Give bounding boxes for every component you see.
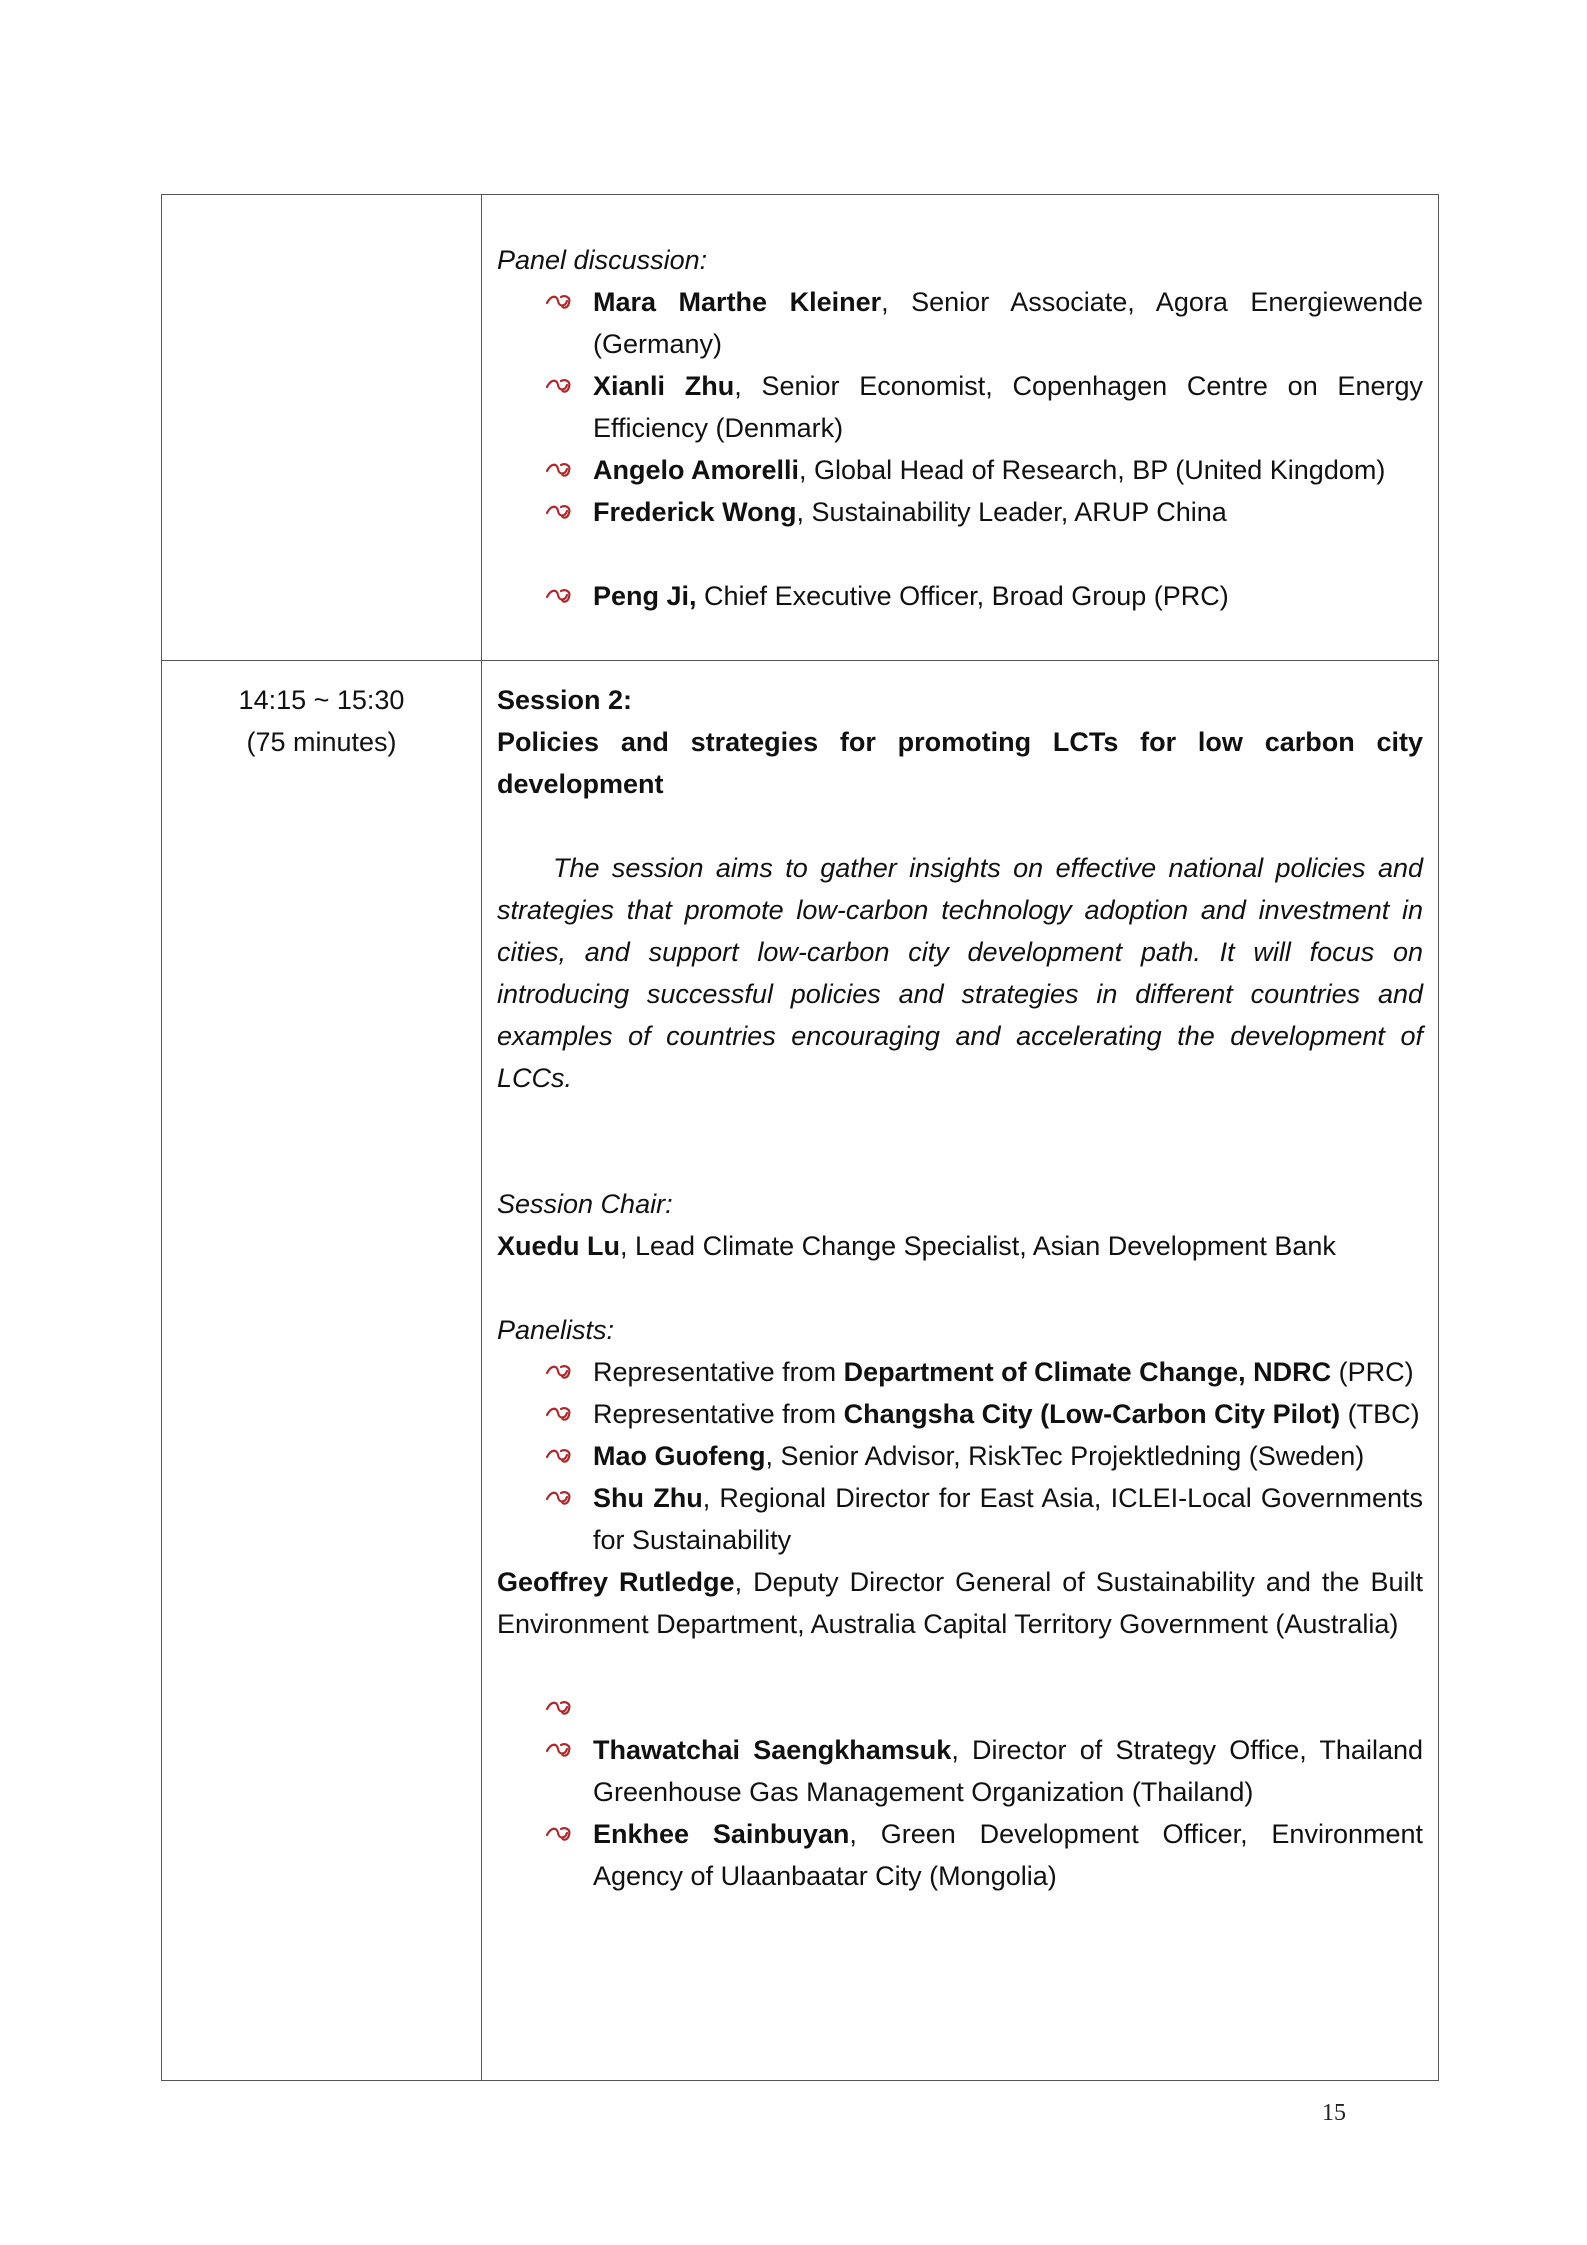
panelists-label: Panelists: [497, 1315, 615, 1345]
session-duration: (75 minutes) [246, 727, 397, 757]
panelist-name: Peng Ji, [593, 581, 697, 611]
session-chair-label: Session Chair: [497, 1189, 673, 1219]
panelist-prefix: Representative from [593, 1399, 844, 1429]
flourish-bullet-icon [545, 575, 575, 617]
flourish-bullet-icon [545, 449, 575, 491]
list-item-empty [545, 1687, 1423, 1729]
panelists-list [497, 1351, 1423, 1561]
extra-panelist [497, 1561, 1423, 1645]
session-subtitle: Policies and strategies for promoting LCTs for low carbon city development [497, 727, 1423, 799]
panelist-name: Enkhee Sainbuyan [593, 1819, 850, 1849]
panelist-name: Mara Marthe Kleiner [593, 287, 882, 317]
flourish-bullet-icon [545, 491, 575, 533]
flourish-bullet-icon [545, 1813, 575, 1855]
panelist-detail: , Senior Associate, Agora Energiewende (Germany) [593, 287, 1423, 359]
content-cell-panel [482, 195, 1439, 661]
flourish-bullet-icon [545, 1687, 575, 1729]
spacer [497, 1099, 1423, 1183]
panelist-detail: , Senior Advisor, RiskTec Projektledning (Sweden) [765, 1441, 1365, 1471]
agenda-row-panel [162, 195, 1439, 661]
panelist-name: Frederick Wong [593, 497, 797, 527]
flourish-bullet-icon [545, 1435, 575, 1477]
session-title: Session 2: [497, 685, 633, 715]
panelist-name: Angelo Amorelli [593, 455, 800, 485]
chair-detail: , Lead Climate Change Specialist, Asian Development Bank [620, 1231, 1336, 1261]
panelist-name: Geoffrey Rutledge [497, 1567, 735, 1597]
session-time: 14:15 ~ 15:30 [238, 685, 405, 715]
panelist-name: Xianli Zhu [593, 371, 735, 401]
content-cell-session-2 [482, 661, 1439, 2081]
agenda-row-session-2 [162, 661, 1439, 2081]
flourish-bullet-icon [545, 1477, 575, 1519]
panelist-detail: , Sustainability Leader, ARUP China [796, 497, 1227, 527]
session-chair [497, 1225, 1423, 1267]
panel-list [497, 281, 1423, 617]
list-item [545, 1477, 1423, 1561]
flourish-bullet-icon [545, 365, 575, 407]
list-item [545, 1729, 1423, 1813]
list-item [545, 1351, 1423, 1393]
panelist-name: Mao Guofeng [593, 1441, 766, 1471]
panelist-detail: , Deputy Director General of Sustainability and the Built Environment Department, Australia Capital Territory Government (Australia) [497, 1567, 1423, 1639]
flourish-bullet-icon [545, 281, 575, 323]
list-item [545, 1393, 1423, 1435]
list-item [545, 281, 1423, 365]
panelist-detail: (PRC) [1331, 1357, 1414, 1387]
panelist-detail: Chief Executive Officer, Broad Group (PRC) [696, 581, 1229, 611]
panelist-name: Changsha City (Low-Carbon City Pilot) [843, 1399, 1341, 1429]
panelist-detail: , Director of Strategy Office, Thailand Greenhouse Gas Management Organization (Thailand) [593, 1735, 1423, 1807]
session-description: The session aims to gather insights on effective national policies and strategies that promote low-carbon technology adoption and investment in cities, and support low-carbon city development path. It will focus on introducing successful policies and strategies in different countries and examples of countries encouraging and accelerating the development of LCCs. [497, 853, 1423, 1093]
list-item [545, 491, 1423, 533]
time-cell-empty [162, 195, 482, 661]
spacer [497, 1645, 1423, 1687]
list-item [545, 365, 1423, 449]
panelist-name: Shu Zhu [593, 1483, 703, 1513]
time-cell-session-2 [162, 661, 482, 2081]
panelist-name: Thawatchai Saengkhamsuk [593, 1735, 952, 1765]
page-number: 15 [1322, 2100, 1346, 2126]
agenda-table [161, 194, 1439, 2081]
panelist-detail: (TBC) [1340, 1399, 1420, 1429]
spacer [497, 1267, 1423, 1309]
panelist-detail: , Global Head of Research, BP (United Kingdom) [799, 455, 1386, 485]
panel-discussion-label: Panel discussion: [497, 245, 708, 275]
panelist-name: Department of Climate Change, NDRC [843, 1357, 1332, 1387]
flourish-bullet-icon [545, 1351, 575, 1393]
list-item [545, 449, 1423, 491]
panelist-detail: , Senior Economist, Copenhagen Centre on Energy Efficiency (Denmark) [593, 371, 1423, 443]
panelists-list-2 [497, 1687, 1423, 1897]
flourish-bullet-icon [545, 1393, 575, 1435]
panelist-detail: , Green Development Officer, Environment Agency of Ulaanbaatar City (Mongolia) [593, 1819, 1424, 1891]
panelist-prefix: Representative from [593, 1357, 844, 1387]
panelist-detail: , Regional Director for East Asia, ICLEI-Local Governments for Sustainability [593, 1483, 1423, 1555]
flourish-bullet-icon [545, 1729, 575, 1771]
list-spacer [545, 533, 1423, 575]
list-item [545, 575, 1423, 617]
chair-name: Xuedu Lu [497, 1231, 620, 1261]
list-item [545, 1813, 1423, 1897]
list-item [545, 1435, 1423, 1477]
